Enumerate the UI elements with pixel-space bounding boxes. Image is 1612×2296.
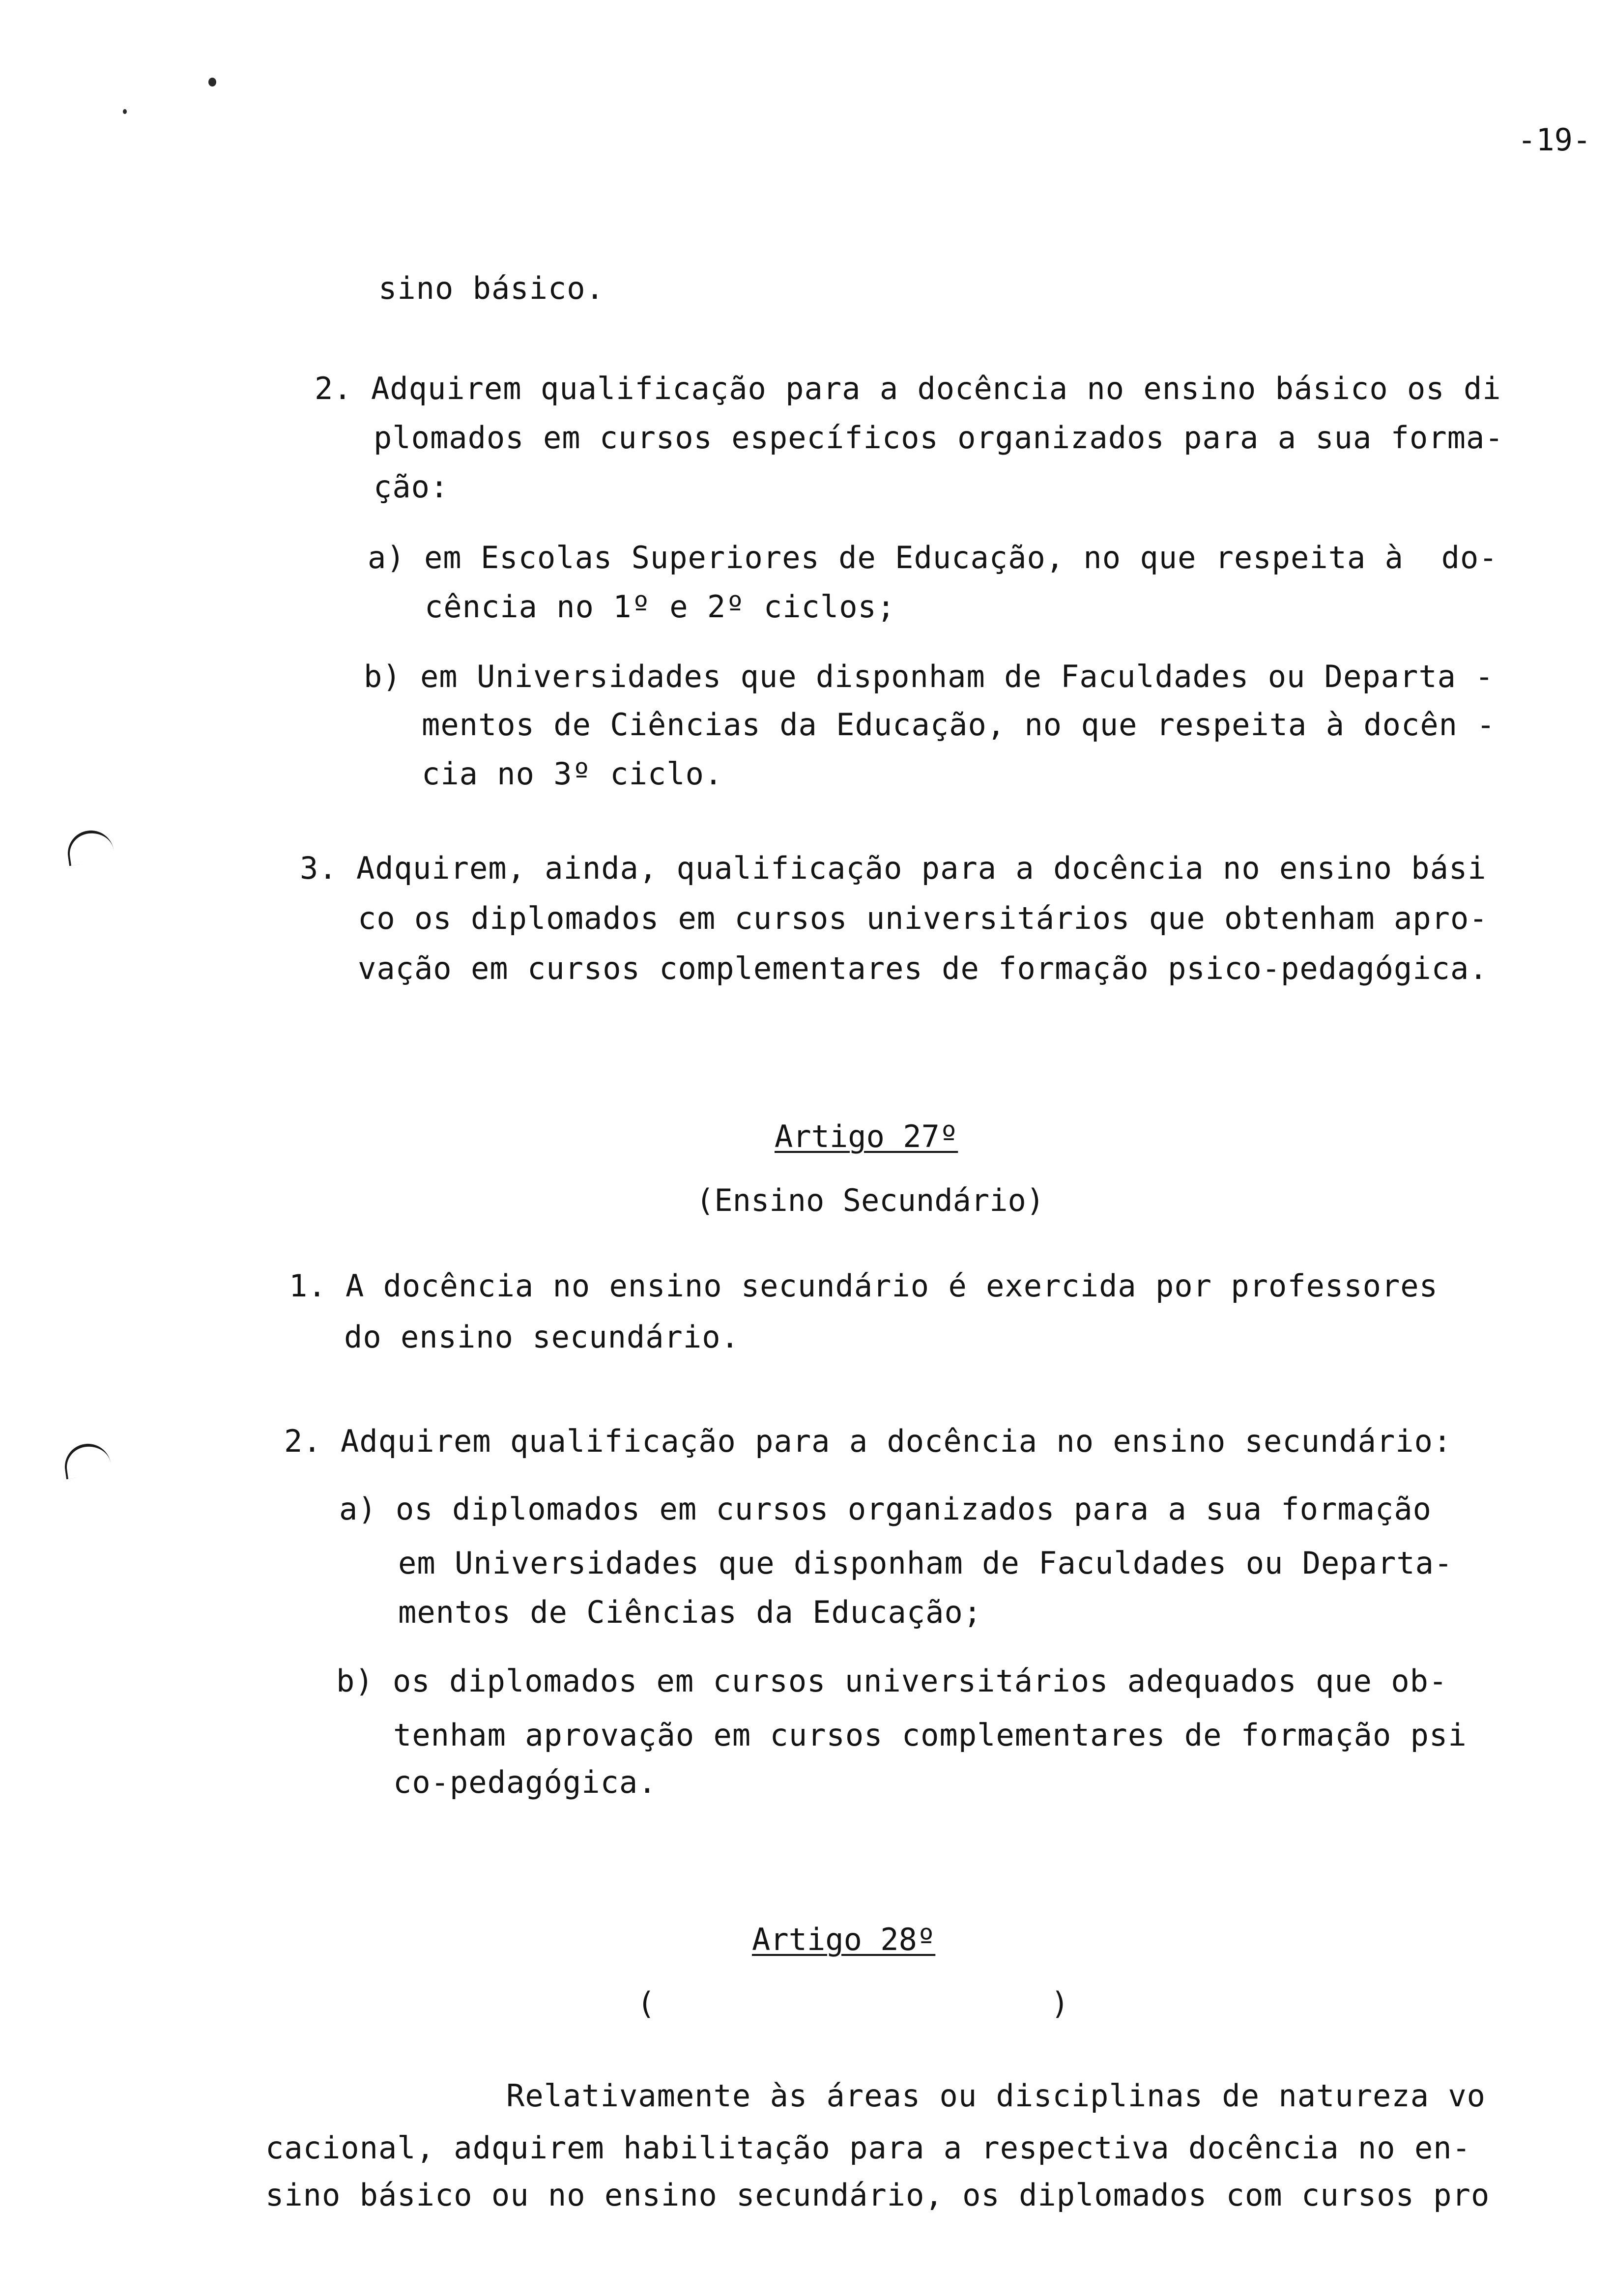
text-line: 3. Adquirem, ainda, qualificação para a docência no ensino bási — [300, 850, 1487, 886]
article-heading: Artigo 28º — [752, 1922, 936, 1957]
article-subheading: (Ensino Secundário) — [696, 1182, 1045, 1218]
text-line: plomados em cursos específicos organizados para a sua forma- — [374, 420, 1504, 456]
page-number: -19- — [1518, 122, 1591, 158]
text-line: 1. A docência no ensino secundário é exercida por professores — [289, 1268, 1438, 1304]
margin-mark — [62, 1441, 112, 1479]
text-line: mentos de Ciências da Educação; — [398, 1594, 982, 1630]
text-line: tenham aprovação em cursos complementares de formação psi — [393, 1717, 1467, 1753]
text-line: cacional, adquirem habilitação para a respectiva docência no en- — [265, 2130, 1471, 2166]
text-line: a) em Escolas Superiores de Educação, no que respeita à do- — [368, 540, 1498, 575]
margin-mark — [65, 828, 115, 866]
text-line: do ensino secundário. — [344, 1319, 740, 1355]
text-line: b) em Universidades que disponham de Faculdades ou Departa - — [364, 659, 1494, 694]
text-line: co os diplomados em cursos universitários que obtenham apro- — [358, 900, 1488, 936]
scan-speck — [123, 109, 127, 114]
text-line: b) os diplomados em cursos universitários adequados que ob- — [336, 1663, 1448, 1699]
text-line: cia no 3º ciclo. — [422, 756, 723, 792]
text-line: sino básico. — [378, 270, 604, 306]
article-heading: Artigo 27º — [775, 1119, 958, 1154]
empty-subheading-close: ) — [1051, 1985, 1069, 2021]
scan-speck — [208, 78, 216, 86]
text-line: ção: — [374, 469, 449, 505]
text-line: em Universidades que disponham de Faculdades ou Departa- — [398, 1545, 1453, 1581]
text-line: sino básico ou no ensino secundário, os diplomados com cursos pro — [265, 2177, 1490, 2213]
text-line: a) os diplomados em cursos organizados para a sua formação — [339, 1491, 1432, 1527]
text-line: co-pedagógica. — [393, 1764, 657, 1800]
text-line: mentos de Ciências da Educação, no que respeita à docên - — [422, 707, 1496, 743]
empty-subheading-open: ( — [637, 1985, 656, 2021]
text-line: 2. Adquirem qualificação para a docência no ensino secundário: — [284, 1423, 1452, 1459]
text-line: 2. Adquirem qualificação para a docência no ensino básico os di — [315, 371, 1501, 406]
text-line: vação em cursos complementares de formação psico-pedagógica. — [358, 950, 1488, 986]
text-line: cência no 1º e 2º ciclos; — [425, 589, 896, 625]
text-line: Relativamente às áreas ou disciplinas de natureza vo — [506, 2078, 1486, 2114]
